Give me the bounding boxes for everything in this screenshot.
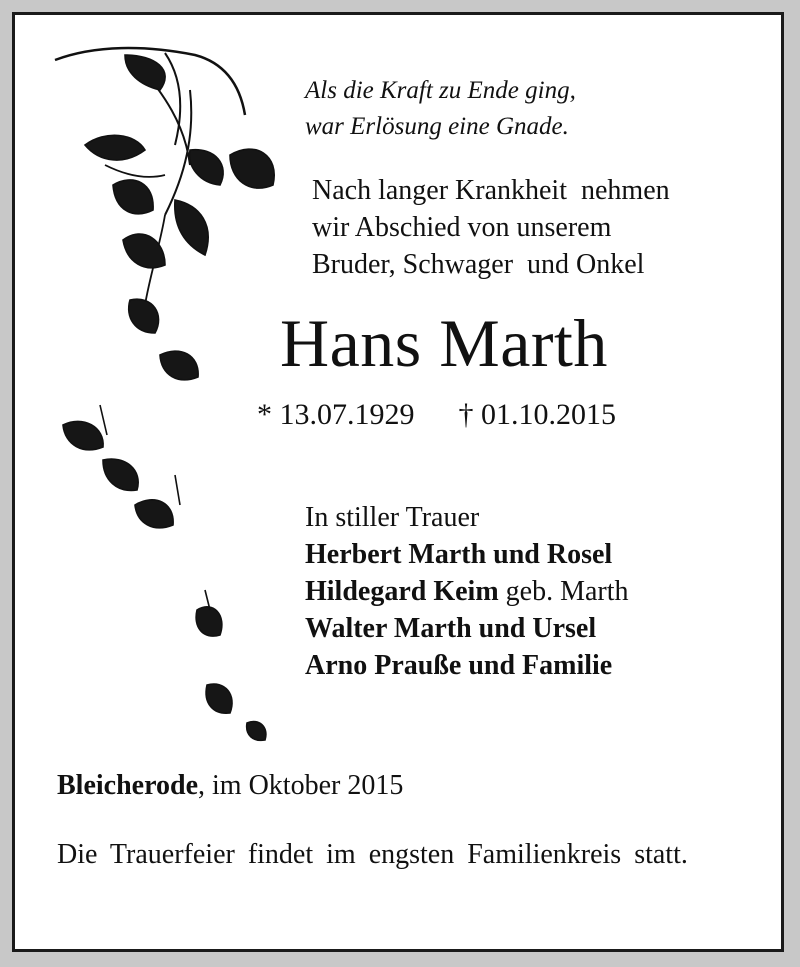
intro-text — [312, 172, 670, 283]
mourners-heading: In stiller Trauer — [305, 502, 480, 533]
death-date: † 01.10.2015 — [458, 398, 616, 431]
mourner-line — [305, 573, 629, 610]
mourners-list — [305, 499, 629, 684]
town: Bleicherode — [57, 770, 199, 801]
intro-line: Bruder, Schwager und Onkel — [312, 249, 645, 280]
funeral-notice: Die Trauerfeier findet im engsten Familienkreis statt. — [57, 839, 688, 870]
life-dates — [257, 395, 616, 435]
quote-line: war Erlösung eine Gnade. — [305, 113, 569, 140]
intro-line: wir Abschied von unserem — [312, 212, 612, 243]
mourner-note: geb. Marth — [498, 576, 629, 607]
quote-line: Als die Kraft zu Ende ging, — [305, 77, 576, 104]
mourner-line: Walter Marth und Ursel — [305, 613, 597, 644]
quote — [305, 73, 576, 145]
place-date — [57, 767, 403, 805]
obituary-card — [12, 12, 784, 952]
birth-date: * 13.07.1929 — [257, 398, 415, 431]
deceased-name: Hans Marth — [280, 305, 608, 381]
date-text: , im Oktober 2015 — [198, 770, 404, 801]
intro-line: Nach langer Krankheit nehmen — [312, 175, 670, 206]
mourner-line: Arno Praußе und Familie — [305, 650, 613, 681]
mourner-name: Hildegard Keim — [305, 576, 499, 607]
mourner-line: Herbert Marth und Rosel — [305, 539, 613, 570]
